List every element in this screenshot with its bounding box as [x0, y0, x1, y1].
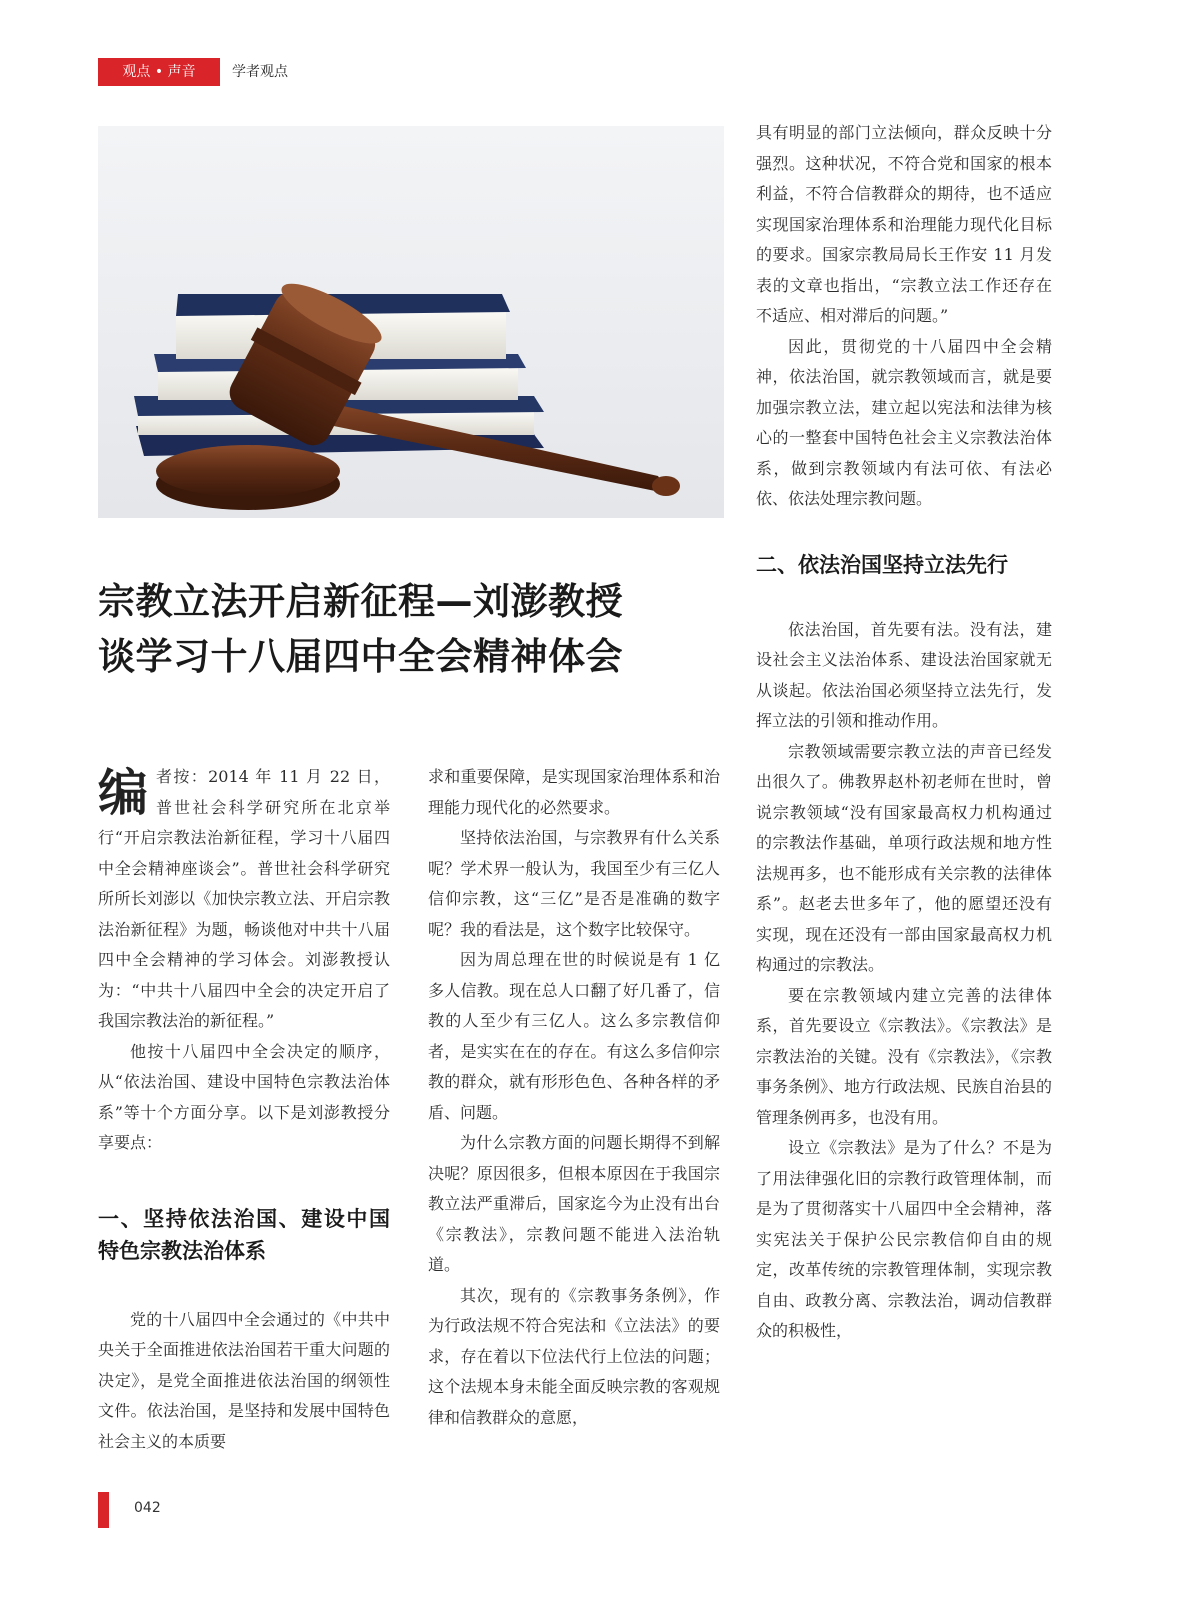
article-title	[98, 574, 738, 684]
subsection-label: 学者观点	[232, 64, 288, 80]
section-heading-2: 二、依法治国坚持立法先行	[756, 552, 1008, 577]
editor-note	[98, 762, 390, 1037]
column-3	[756, 118, 1052, 1347]
paragraph: 求和重要保障，是实现国家治理体系和治理能力现代化的必然要求。	[428, 767, 720, 817]
paragraph: 因为周总理在世的时候说是有 1 亿多人信教。现在总人口翻了好几番了，信教的人至少有三亿人。这么多宗教信仰者，是实实在在的存在。有这么多信仰宗教的群众，就有形形色色、各种各样的矛盾、问题。	[428, 950, 720, 1122]
paragraph: 他按十八届四中全会决定的顺序，从“依法治国、建设中国特色宗教法治体系”等十个方面分享。以下是刘澎教授分享要点：	[98, 1041, 390, 1152]
paragraph: 要在宗教领域内建立完善的法律体系，首先要设立《宗教法》。《宗教法》是宗教法治的关键。没有《宗教法》，《宗教事务条例》、地方行政法规、民族自治县的管理条例再多，也没有用。	[756, 985, 1053, 1127]
title-line-2: 谈学习十八届四中全会精神体会	[98, 635, 623, 678]
section-tag: 观点 • 声音	[98, 58, 220, 86]
paragraph: 宗教领域需要宗教立法的声音已经发出很久了。佛教界赵朴初老师在世时，曾说宗教领域“没有国家最高权力机构通过的宗教法作基础，单项行政法规和地方性法规再多，也不能形成有关宗教的法律体系”。赵老去世多年了，他的愿望还没有实现，现在还没有一部由国家最高权力机构通过的宗教法。	[756, 741, 1052, 974]
paragraph: 坚持依法治国，与宗教界有什么关系呢？学术界一般认为，我国至少有三亿人信仰宗教，这“三亿”是否是准确的数字呢？我的看法是，这个数字比较保守。	[428, 828, 720, 939]
gavel-books-image	[98, 126, 724, 518]
paragraph: 具有明显的部门立法倾向，群众反映十分强烈。这种状况，不符合党和国家的根本利益，不符合信教群众的期待，也不适应实现国家治理体系和治理能力现代化目标的要求。国家宗教局局长王作安 11 月发表的文章也指出，“宗教立法工作还存在不适应、相对滞后的问题。”	[756, 123, 1052, 325]
section-heading-1: 一、坚持依法治国、建设中国特色宗教法治体系	[98, 1206, 390, 1263]
paragraph: 依法治国，首先要有法。没有法，建设社会主义法治体系、建设法治国家就无从谈起。依法治国必须坚持立法先行，发挥立法的引领和推动作用。	[756, 619, 1052, 730]
column-2	[428, 762, 720, 1433]
dropcap: 编	[98, 764, 148, 822]
page-number: 042	[134, 1500, 161, 1516]
page-marker-bar	[98, 1492, 109, 1528]
title-line-1: 宗教立法开启新征程—刘澎教授	[98, 580, 623, 623]
paragraph: 其次，现有的《宗教事务条例》，作为行政法规不符合宪法和《立法法》的要求，存在着以下位法代行上位法的问题；这个法规本身未能全面反映宗教的客观规律和信教群众的意愿，	[428, 1285, 720, 1427]
paragraph: 设立《宗教法》是为了什么？不是为了用法律强化旧的宗教行政管理体制，而是为了贯彻落实十八届四中全会精神，落实宪法关于保护公民宗教信仰自由的规定，改革传统的宗教管理体制，实现宗教自由、政教分离、宗教法治，调动信教群众的积极性，	[756, 1138, 1052, 1340]
editor-note-text: 者按：2014 年 11 月 22 日，普世社会科学研究所在北京举行“开启宗教法治新征程，学习十八届四中全会精神座谈会”。普世社会科学研究所所长刘澎以《加快宗教立法、开启宗教法治新征程》为题，畅谈他对中共十八届四中全会精神的学习体会。刘澎教授认为：“中共十八届四中全会的决定开启了我国宗教法治的新征程。”	[98, 767, 390, 1030]
column-1	[98, 762, 390, 1457]
paragraph: 因此，贯彻党的十八届四中全会精神，依法治国，就宗教领域而言，就是要加强宗教立法，建立起以宪法和法律为核心的一整套中国特色社会主义宗教法治体系，做到宗教领域内有法可依、有法必依、依法处理宗教问题。	[756, 336, 1052, 508]
paragraph: 党的十八届四中全会通过的《中共中央关于全面推进依法治国若干重大问题的决定》，是党全面推进依法治国的纲领性文件。依法治国，是坚持和发展中国特色社会主义的本质要	[98, 1309, 390, 1451]
paragraph: 为什么宗教方面的问题长期得不到解决呢？原因很多，但根本原因在于我国宗教立法严重滞后，国家迄今为止没有出台《宗教法》，宗教问题不能进入法治轨道。	[428, 1133, 720, 1274]
